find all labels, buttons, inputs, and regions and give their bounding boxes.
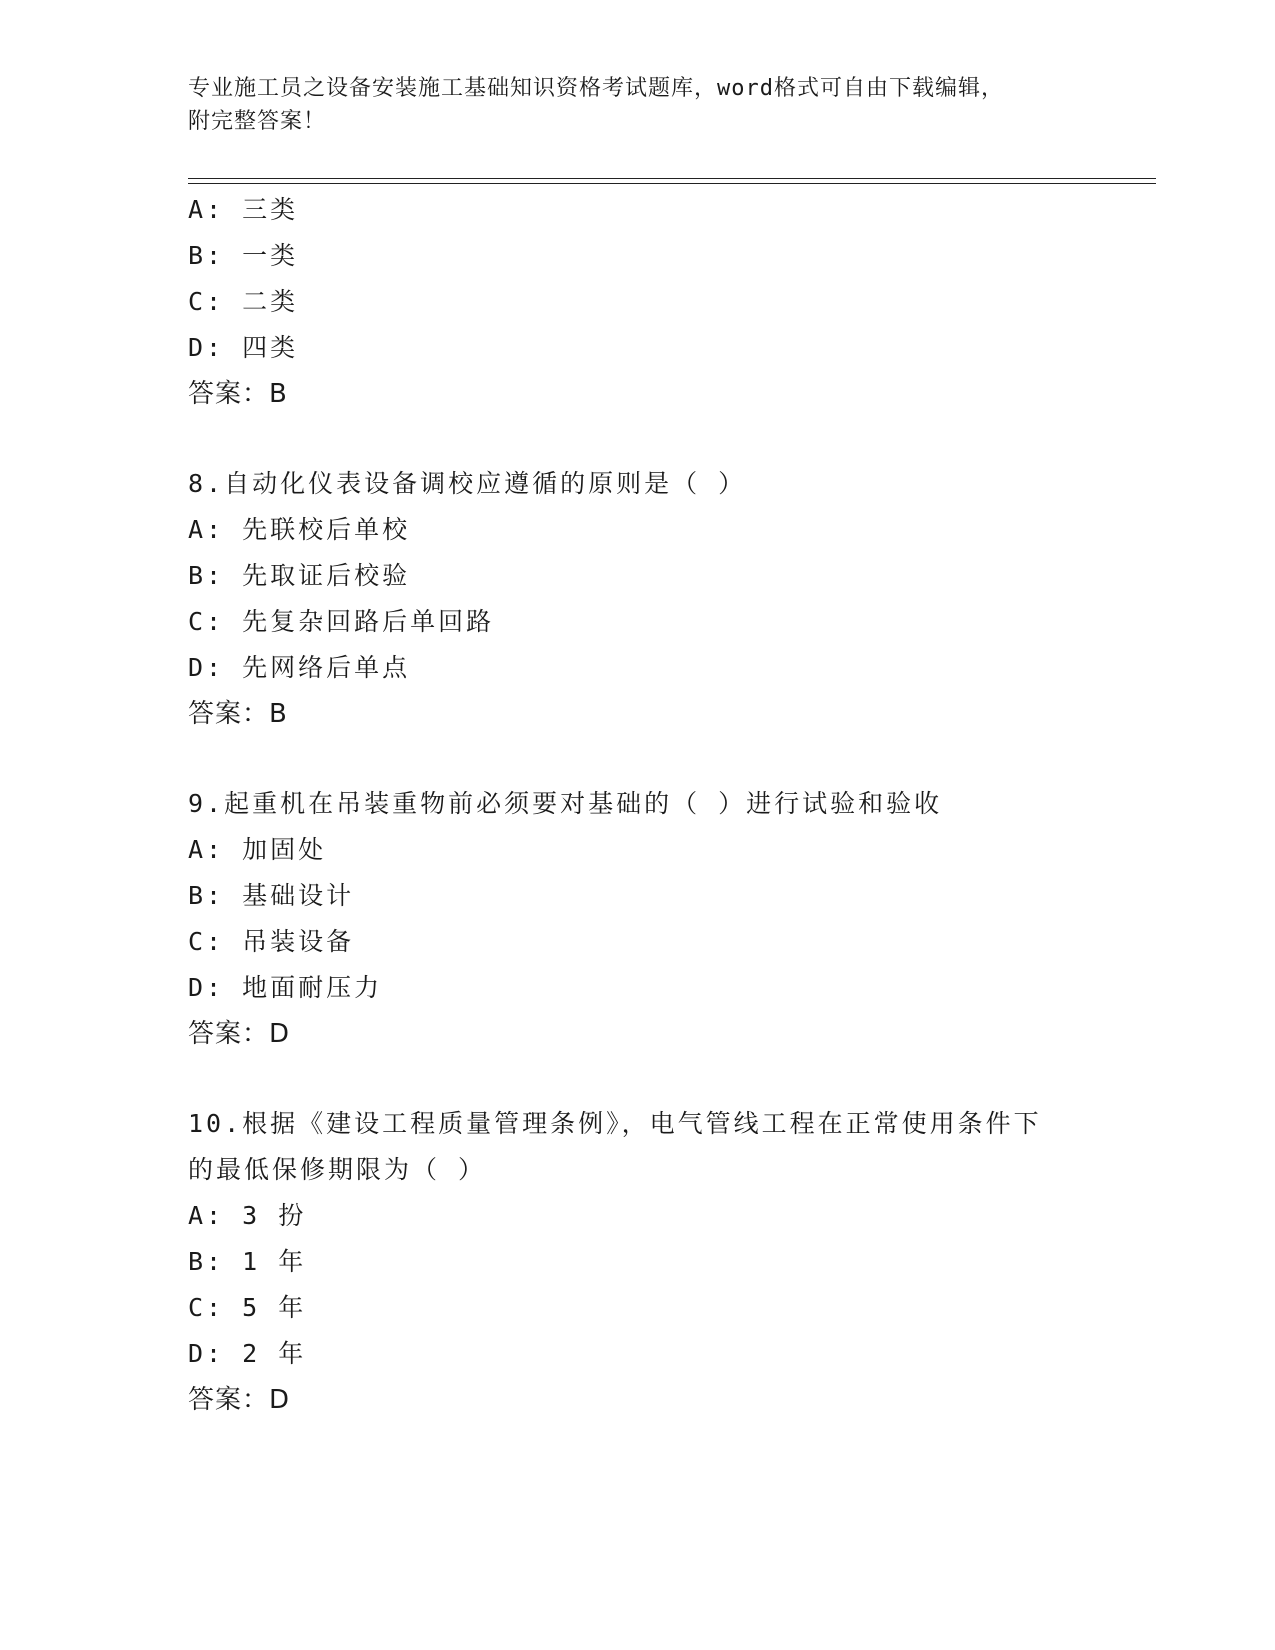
- option-text: 吊装设备: [242, 927, 355, 956]
- option-text: 二类: [242, 287, 299, 316]
- answer-value: D: [269, 1019, 291, 1049]
- option-text: 一类: [242, 241, 299, 270]
- option-b: [188, 1239, 1148, 1285]
- option-b: [188, 233, 1148, 279]
- option-letter: C:: [188, 607, 225, 636]
- option-text: 先复杂回路后单回路: [242, 607, 495, 636]
- question-text: 起重机在吊装重物前必须要对基础的（ ）进行试验和验收: [224, 789, 943, 818]
- option-text: 先取证后校验: [242, 561, 411, 590]
- option-a: [188, 827, 1148, 873]
- answer-value: B: [269, 379, 288, 409]
- question-text: 的最低保修期限为（ ）: [188, 1155, 487, 1184]
- option-text: 3 扮: [242, 1201, 307, 1230]
- option-d: [188, 645, 1148, 691]
- answer-value: D: [269, 1385, 291, 1415]
- question-stem: [188, 781, 1148, 827]
- option-letter: D:: [188, 333, 225, 362]
- option-letter: D:: [188, 1339, 225, 1368]
- option-letter: C:: [188, 927, 225, 956]
- option-text: 先网络后单点: [242, 653, 411, 682]
- option-c: [188, 279, 1148, 325]
- option-letter: C:: [188, 287, 225, 316]
- question-block-10: [188, 1101, 1148, 1423]
- option-letter: A:: [188, 515, 225, 544]
- header-divider-top: [188, 178, 1156, 179]
- question-stem: [188, 461, 1148, 507]
- option-c: [188, 599, 1148, 645]
- question-text: 根据《建设工程质量管理条例》，电气管线工程在正常使用条件下: [242, 1109, 1042, 1138]
- option-letter: B:: [188, 241, 225, 270]
- option-a: [188, 187, 1148, 233]
- option-text: 1 年: [242, 1247, 307, 1276]
- answer-line: [188, 1377, 1148, 1423]
- answer-line: [188, 1011, 1148, 1057]
- option-a: [188, 507, 1148, 553]
- option-b: [188, 553, 1148, 599]
- question-block-8: [188, 461, 1148, 737]
- option-text: 四类: [242, 333, 299, 362]
- option-letter: A:: [188, 1201, 225, 1230]
- option-letter: A:: [188, 835, 225, 864]
- question-block-previous: [188, 187, 1148, 417]
- question-stem: [188, 1101, 1148, 1147]
- question-number: 10.: [188, 1109, 243, 1138]
- option-letter: B:: [188, 1247, 225, 1276]
- option-text: 先联校后单校: [242, 515, 411, 544]
- option-d: [188, 325, 1148, 371]
- question-text: 自动化仪表设备调校应遵循的原则是（ ）: [224, 469, 747, 498]
- answer-value: B: [269, 699, 288, 729]
- question-stem-continued: [188, 1147, 1148, 1193]
- answer-label: 答案：: [188, 1019, 270, 1049]
- option-letter: C:: [188, 1293, 225, 1322]
- answer-label: 答案：: [188, 379, 270, 409]
- option-c: [188, 919, 1148, 965]
- option-text: 基础设计: [242, 881, 355, 910]
- answer-label: 答案：: [188, 699, 270, 729]
- option-letter: A:: [188, 195, 225, 224]
- answer-line: [188, 691, 1148, 737]
- option-text: 三类: [242, 195, 299, 224]
- option-d: [188, 1331, 1148, 1377]
- option-text: 地面耐压力: [242, 973, 383, 1002]
- option-letter: B:: [188, 561, 225, 590]
- option-letter: D:: [188, 973, 225, 1002]
- answer-line: [188, 371, 1148, 417]
- question-block-9: [188, 781, 1148, 1057]
- option-b: [188, 873, 1148, 919]
- question-list: [188, 187, 1148, 1423]
- option-d: [188, 965, 1148, 1011]
- question-number: 8.: [188, 469, 225, 498]
- option-text: 加固处: [242, 835, 327, 864]
- option-letter: D:: [188, 653, 225, 682]
- header-title-line-1: 专业施工员之设备安装施工基础知识资格考试题库，word格式可自由下载编辑，: [188, 76, 1004, 101]
- question-number: 9.: [188, 789, 225, 818]
- header-title-line-2: 附完整答案！: [188, 109, 327, 134]
- option-a: [188, 1193, 1148, 1239]
- option-text: 2 年: [242, 1339, 307, 1368]
- option-c: [188, 1285, 1148, 1331]
- document-header: [188, 72, 1088, 138]
- answer-label: 答案：: [188, 1385, 270, 1415]
- header-divider-bottom: [188, 183, 1156, 184]
- option-letter: B:: [188, 881, 225, 910]
- option-text: 5 年: [242, 1293, 307, 1322]
